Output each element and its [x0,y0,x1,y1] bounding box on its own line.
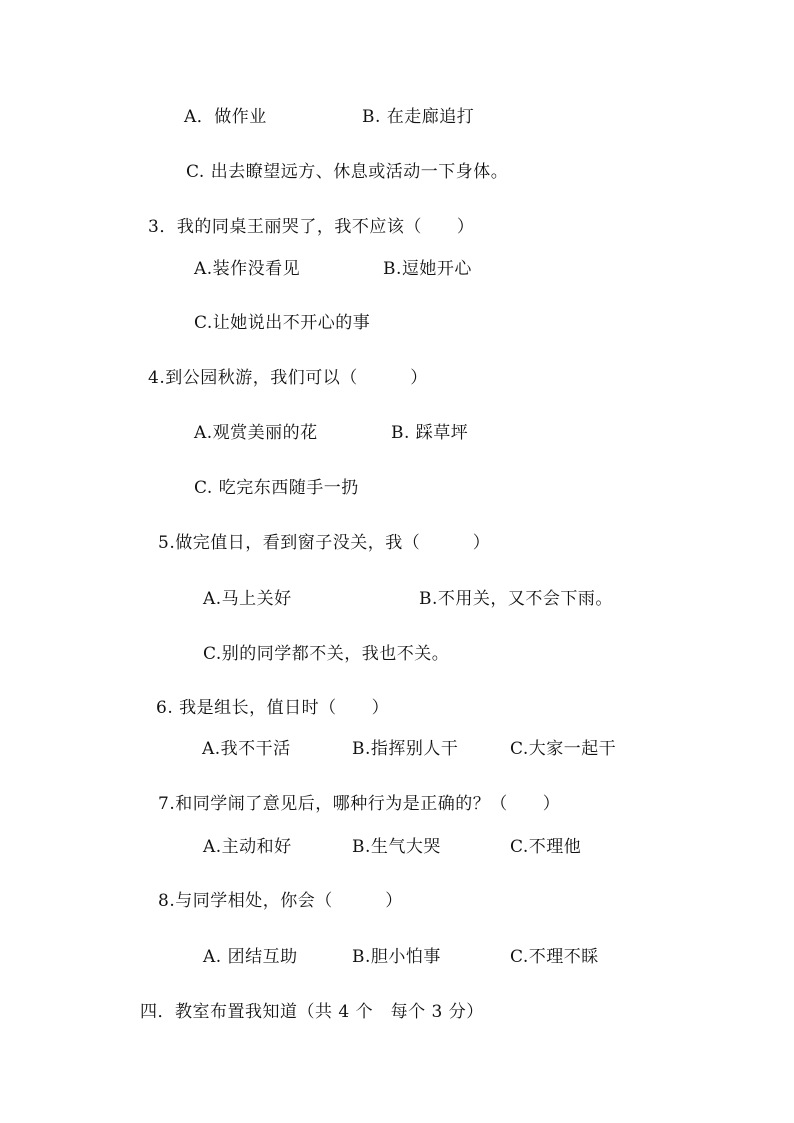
q3-stem: 3．我的同桌王丽哭了，我不应该（ ） [148,217,475,237]
q8-stem: 8.与同学相处，你会（ ） [158,891,403,911]
q6-option-b: B.指挥别人干 [352,739,459,759]
q4-option-c: C. 吃完东西随手一扔 [194,478,359,498]
q2-option-b: B. 在走廊追打 [362,107,475,127]
q6-option-a: A.我不干活 [202,739,291,759]
q8-option-a: A. 团结互助 [203,947,298,967]
q4-option-a: A.观赏美丽的花 [194,423,318,443]
q6-option-c: C.大家一起干 [510,739,617,759]
q6-stem: 6. 我是组长，值日时（ ） [156,698,390,718]
q4-option-b: B. 踩草坪 [391,423,469,443]
q5-option-b: B.不用关，又不会下雨。 [419,589,613,609]
q5-option-c: C.别的同学都不关，我也不关。 [203,644,450,664]
q2-option-c: C. 出去瞭望远方、休息或活动一下身体。 [186,162,509,182]
section-4-heading: 四．教室布置我知道（共 4 个 每个 3 分） [140,1002,484,1022]
q8-option-c: C.不理不睬 [510,947,599,967]
q7-stem: 7.和同学闹了意见后，哪种行为是正确的？（ ） [158,794,561,814]
q3-option-c: C.让她说出不开心的事 [194,313,371,333]
q7-option-b: B.生气大哭 [352,837,441,857]
q7-option-a: A.主动和好 [203,837,292,857]
q7-option-c: C.不理他 [510,837,582,857]
q3-option-a: A.装作没看见 [194,259,301,279]
q8-option-b: B.胆小怕事 [352,947,441,967]
q5-option-a: A.马上关好 [203,589,292,609]
q2-option-a: A．做作业 [184,107,267,127]
q3-option-b: B.逗她开心 [383,259,472,279]
q5-stem: 5.做完值日，看到窗子没关，我（ ） [158,533,491,553]
q4-stem: 4.到公园秋游，我们可以（ ） [148,368,428,388]
